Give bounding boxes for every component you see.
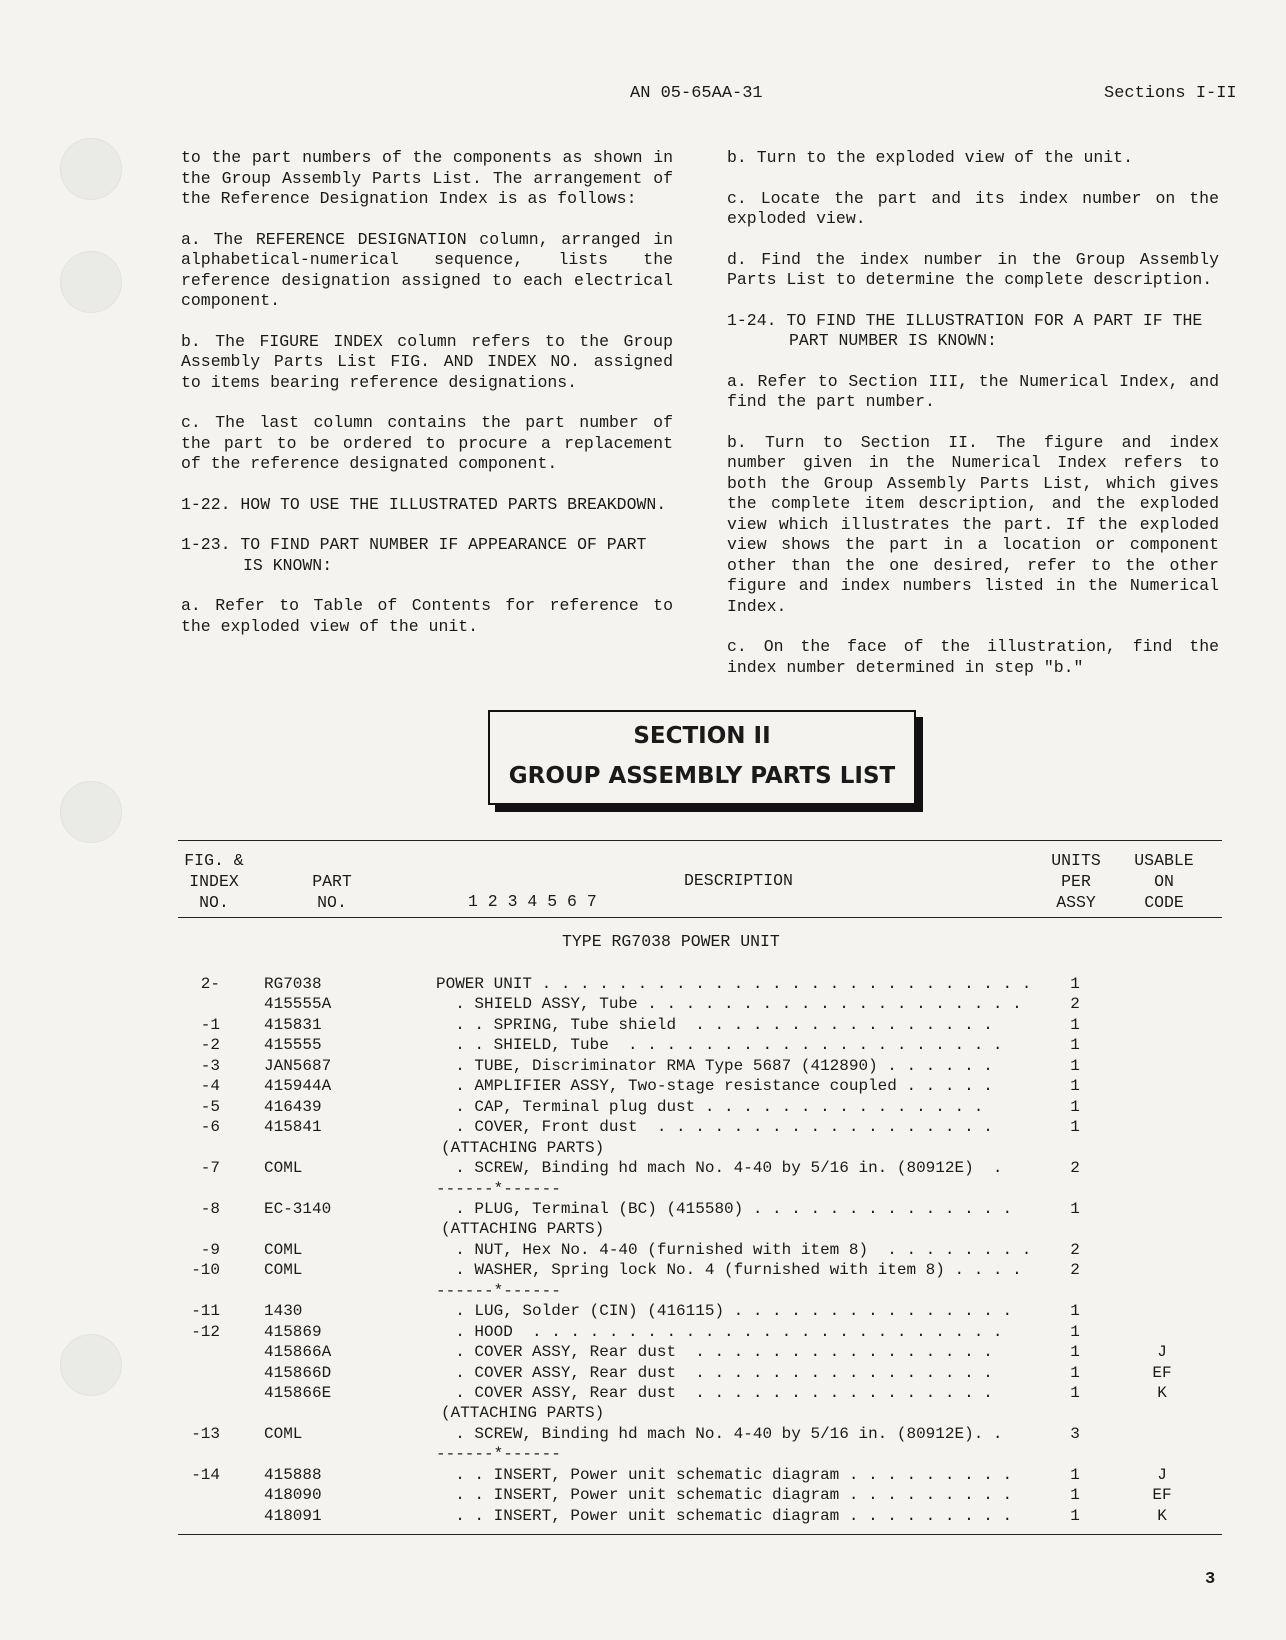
description-cell: (ATTACHING PARTS) [441,1220,605,1239]
table-row [0,1076,1286,1097]
description-cell: ------*------ [436,1445,561,1464]
table-header-rule [178,917,1222,918]
part-number-cell: COML [264,1424,303,1443]
header-part-no: PART NO. [312,872,352,912]
description-cell: . . SPRING, Tube shield . . . . . . . . . . . . . . . . [436,1015,993,1034]
part-number-cell: EC-3140 [264,1199,332,1218]
part-number-cell: 415841 [264,1118,322,1137]
fig-index-cell: -6 [200,1118,220,1137]
units-per-assy-cell: 1 [1070,1322,1080,1341]
part-number-cell: 415831 [264,1015,322,1034]
part-number-cell: 415944A [264,1077,332,1096]
description-cell: (ATTACHING PARTS) [441,1138,605,1157]
part-number-cell: 415888 [264,1465,322,1484]
table-row [0,1301,1286,1322]
document-number: AN 05-65AA-31 [630,84,763,103]
section-title-box [488,710,916,805]
table-row [0,1219,1286,1240]
section-subtitle: GROUP ASSEMBLY PARTS LIST [508,763,896,789]
left-column [181,148,673,657]
units-per-assy-cell: 1 [1070,1486,1080,1505]
fig-index-cell: -14 [191,1465,220,1484]
fig-index-cell: -4 [200,1077,220,1096]
units-per-assy-cell: 1 [1070,1363,1080,1382]
units-per-assy-cell: 1 [1070,1036,1080,1055]
punch-hole [60,251,122,313]
table-top-rule [178,840,1222,841]
fig-index-cell: -13 [191,1424,220,1443]
description-cell: . AMPLIFIER ASSY, Two-stage resistance coupled . . . . . [436,1077,993,1096]
punch-hole [60,781,122,843]
description-cell: . HOOD . . . . . . . . . . . . . . . . . . . . . . . . . [436,1322,1003,1341]
units-per-assy-cell: 2 [1070,1261,1080,1280]
usable-on-code-cell: EF [1152,1363,1172,1382]
table-row [0,1117,1286,1138]
paragraph: b. Turn to Section II. The figure and index number given in the Numerical Index refers to both the Group Assembly Parts List, which gives the complete item description, and the exploded view which illustrates the part. If the exploded view shows the part in a location or component other than the one desired, refer to the other figure and index numbers listed in the Numerical Index. [727,432,1219,616]
units-per-assy-cell: 1 [1070,1199,1080,1218]
section-title: SECTION II [633,723,771,749]
units-per-assy-cell: 2 [1070,995,1080,1014]
units-per-assy-cell: 1 [1070,1302,1080,1321]
part-number-cell: 415866E [264,1384,332,1402]
usable-on-code-cell: J [1157,1343,1167,1362]
header-units-per-assy: UNITS PER ASSY [1051,851,1101,912]
paragraph: a. The REFERENCE DESIGNATION column, arranged in alphabetical-numerical sequence, lists the reference designation assigned to each electrical component. [181,229,673,310]
part-number-cell: RG7038 [264,975,322,993]
table-row [0,1199,1286,1220]
units-per-assy-cell: 1 [1070,1465,1080,1484]
paragraph: c. The last column contains the part number of the part to be ordered to procure a replacement of the reference designated component. [181,413,673,473]
description-cell: . COVER ASSY, Rear dust . . . . . . . . . . . . . . . . [436,1343,993,1362]
usable-on-code-cell: EF [1152,1486,1172,1505]
header-description: DESCRIPTION [684,871,793,890]
units-per-assy-cell: 1 [1070,1384,1080,1402]
fig-index-cell: 2- [200,975,220,993]
part-number-cell: 415869 [264,1322,322,1341]
part-number-cell: 415866A [264,1343,332,1362]
description-cell: . NUT, Hex No. 4-40 (furnished with item 8) . . . . . . . . [436,1240,1032,1259]
fig-index-cell: -3 [200,1056,220,1075]
units-per-assy-cell: 1 [1070,1118,1080,1137]
units-per-assy-cell: 1 [1070,1056,1080,1075]
part-number-cell: COML [264,1261,303,1280]
fig-index-cell: -5 [200,1097,220,1116]
punch-hole [60,138,122,200]
heading-1-22: 1-22. HOW TO USE THE ILLUSTRATED PARTS BREAKDOWN. [181,494,667,514]
table-row [0,1322,1286,1343]
paragraph: d. Find the index number in the Group Assembly Parts List to determine the complete description. [727,249,1219,289]
part-number-cell: 415555 [264,1036,322,1055]
table-row [0,1465,1286,1486]
description-cell: . SCREW, Binding hd mach No. 4-40 by 5/16 in. (80912E) . [436,1159,1003,1178]
fig-index-cell: -9 [200,1240,220,1259]
description-cell: ------*------ [436,1179,561,1198]
table-row [0,1444,1286,1465]
fig-index-cell: -2 [200,1036,220,1055]
section-range: Sections I-II [1104,84,1237,103]
part-number-cell: 418090 [264,1486,322,1505]
table-row [0,974,1286,995]
paragraph: b. The FIGURE INDEX column refers to the Group Assembly Parts List FIG. AND INDEX NO. assigned to items bearing reference designations. [181,331,673,392]
header-indent-levels: 1 2 3 4 5 6 7 [468,892,597,911]
paragraph: c. On the face of the illustration, find the index number determined in step "b." [727,637,1219,677]
table-row [0,1179,1286,1200]
fig-index-cell: -10 [191,1261,220,1280]
table-row [0,1506,1286,1527]
table-row [0,1097,1286,1118]
description-cell: . SCREW, Binding hd mach No. 4-40 by 5/16 in. (80912E). . [436,1424,1003,1443]
paragraph: c. Locate the part and its index number on the exploded view. [727,188,1219,228]
heading-1-23: 1-23. TO FIND PART NUMBER IF APPEARANCE OF PART IS KNOWN: [181,535,647,575]
units-per-assy-cell: 3 [1070,1424,1080,1443]
description-cell: . . INSERT, Power unit schematic diagram . . . . . . . . . [436,1465,1013,1484]
table-row [0,1424,1286,1445]
table-bottom-rule [178,1534,1222,1535]
table-row [0,1403,1286,1424]
paragraph: a. Refer to Table of Contents for reference to the exploded view of the unit. [181,596,673,636]
units-per-assy-cell: 1 [1070,1097,1080,1116]
description-cell: . PLUG, Terminal (BC) (415580) . . . . . . . . . . . . . . [436,1199,1013,1218]
group-title: TYPE RG7038 POWER UNIT [562,932,780,951]
units-per-assy-cell: 2 [1070,1159,1080,1178]
description-cell: . . INSERT, Power unit schematic diagram . . . . . . . . . [436,1486,1013,1505]
table-row [0,1342,1286,1363]
header-fig-index: FIG. & INDEX NO. [184,851,244,912]
part-number-cell: COML [264,1159,303,1178]
table-row [0,1260,1286,1281]
table-row [0,1138,1286,1159]
paragraph: b. Turn to the exploded view of the unit. [727,148,1133,167]
table-row [0,1015,1286,1036]
description-cell: . . INSERT, Power unit schematic diagram . . . . . . . . . [436,1506,1013,1525]
part-number-cell: JAN5687 [264,1056,332,1075]
part-number-cell: COML [264,1240,303,1259]
usable-on-code-cell: K [1157,1506,1167,1525]
table-row [0,1158,1286,1179]
table-row [0,1485,1286,1506]
description-cell: ------*------ [436,1281,561,1300]
table-row [0,1281,1286,1302]
units-per-assy-cell: 1 [1070,1343,1080,1362]
units-per-assy-cell: 1 [1070,975,1080,993]
description-cell: . CAP, Terminal plug dust . . . . . . . . . . . . . . . [436,1097,984,1116]
units-per-assy-cell: 1 [1070,1015,1080,1034]
description-cell: . SHIELD ASSY, Tube . . . . . . . . . . . . . . . . . . . . [436,995,1022,1014]
part-number-cell: 1430 [264,1302,303,1321]
description-cell: . COVER, Front dust . . . . . . . . . . . . . . . . . . [436,1118,993,1137]
fig-index-cell: -7 [200,1159,220,1178]
header-usable-on-code: USABLE ON CODE [1134,851,1194,912]
description-cell: . LUG, Solder (CIN) (416115) . . . . . . . . . . . . . . . [436,1302,1013,1321]
description-cell: . TUBE, Discriminator RMA Type 5687 (412890) . . . . . . [436,1056,993,1075]
table-row [0,994,1286,1015]
page-number: 3 [1205,1570,1216,1589]
description-cell: POWER UNIT . . . . . . . . . . . . . . . . . . . . . . . . . . [436,975,1032,993]
table-row [0,1383,1286,1404]
part-number-cell: 418091 [264,1506,322,1525]
usable-on-code-cell: J [1157,1465,1167,1484]
part-number-cell: 415555A [264,995,332,1014]
heading-1-24: 1-24. TO FIND THE ILLUSTRATION FOR A PART IF THE PART NUMBER IS KNOWN: [727,310,1203,350]
paragraph: to the part numbers of the components as shown in the Group Assembly Parts List. The arrangement of the Reference Designation Index is as follows: [181,148,673,208]
units-per-assy-cell: 1 [1070,1077,1080,1096]
paragraph: a. Refer to Section III, the Numerical Index, and find the part number. [727,371,1219,411]
fig-index-cell: -12 [191,1322,220,1341]
table-row [0,1363,1286,1384]
fig-index-cell: -11 [191,1302,220,1321]
part-number-cell: 415866D [264,1363,332,1382]
fig-index-cell: -1 [200,1015,220,1034]
description-cell: . . SHIELD, Tube . . . . . . . . . . . . . . . . . . . . [436,1036,1003,1055]
part-number-cell: 416439 [264,1097,322,1116]
right-column [727,148,1219,698]
description-cell: . COVER ASSY, Rear dust . . . . . . . . . . . . . . . . [436,1363,993,1382]
fig-index-cell: -8 [200,1199,220,1218]
description-cell: . WASHER, Spring lock No. 4 (furnished with item 8) . . . . [436,1261,1022,1280]
units-per-assy-cell: 1 [1070,1506,1080,1525]
description-cell: . COVER ASSY, Rear dust . . . . . . . . . . . . . . . . [436,1384,993,1402]
description-cell: (ATTACHING PARTS) [441,1404,605,1423]
table-row [0,1240,1286,1261]
table-row [0,1056,1286,1077]
units-per-assy-cell: 2 [1070,1240,1080,1259]
usable-on-code-cell: K [1157,1384,1167,1402]
table-row [0,1035,1286,1056]
